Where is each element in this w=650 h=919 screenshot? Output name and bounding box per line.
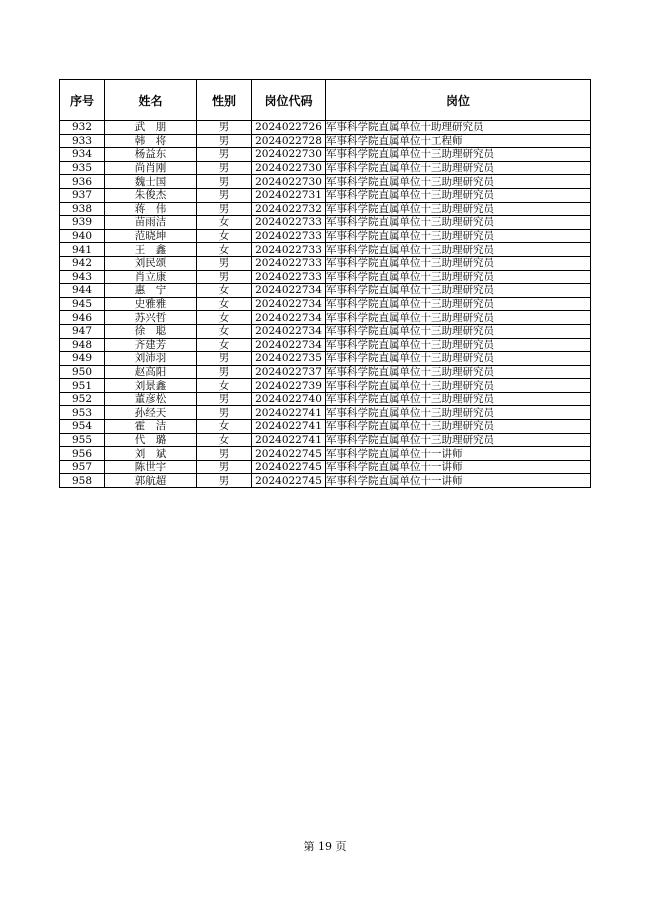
table-row xyxy=(60,243,591,257)
cell-serial: 958 xyxy=(60,474,105,488)
cell-name: 刘沛羽 xyxy=(105,352,197,366)
cell-position: 军事科学院直属单位十三助理研究员 xyxy=(326,270,591,284)
cell-position: 军事科学院直属单位十三助理研究员 xyxy=(326,161,591,175)
cell-position-code: 2024022741 xyxy=(252,406,326,420)
cell-name: 刘民颂 xyxy=(105,256,197,270)
table-row xyxy=(60,297,591,311)
table-row xyxy=(60,175,591,189)
cell-position-code: 2024022741 xyxy=(252,420,326,434)
header-serial: 序号 xyxy=(60,80,105,121)
cell-serial: 942 xyxy=(60,256,105,270)
cell-name: 苏兴哲 xyxy=(105,311,197,325)
cell-gender: 男 xyxy=(197,460,252,474)
cell-position-code: 2024022730 xyxy=(252,175,326,189)
cell-gender: 男 xyxy=(197,352,252,366)
cell-gender: 男 xyxy=(197,447,252,461)
table-row xyxy=(60,420,591,434)
cell-gender: 男 xyxy=(197,202,252,216)
cell-position: 军事科学院直属单位十三助理研究员 xyxy=(326,284,591,298)
cell-gender: 女 xyxy=(197,311,252,325)
table-row xyxy=(60,270,591,284)
cell-name: 霍 洁 xyxy=(105,420,197,434)
cell-serial: 946 xyxy=(60,311,105,325)
cell-name: 孙经天 xyxy=(105,406,197,420)
cell-position-code: 2024022745 xyxy=(252,460,326,474)
cell-serial: 955 xyxy=(60,433,105,447)
cell-position-code: 2024022734 xyxy=(252,284,326,298)
cell-name: 刘景鑫 xyxy=(105,379,197,393)
cell-name: 杨益东 xyxy=(105,148,197,162)
cell-position: 军事科学院直属单位十一讲师 xyxy=(326,474,591,488)
cell-position-code: 2024022734 xyxy=(252,311,326,325)
header-name: 姓名 xyxy=(105,80,197,121)
table-row xyxy=(60,379,591,393)
cell-position-code: 2024022734 xyxy=(252,324,326,338)
table-row xyxy=(60,202,591,216)
cell-position: 军事科学院直属单位十三助理研究员 xyxy=(326,433,591,447)
cell-position-code: 2024022734 xyxy=(252,338,326,352)
cell-position: 军事科学院直属单位十三助理研究员 xyxy=(326,188,591,202)
header-position: 岗位 xyxy=(326,80,591,121)
cell-serial: 936 xyxy=(60,175,105,189)
cell-position-code: 2024022728 xyxy=(252,134,326,148)
table-body xyxy=(60,121,591,488)
cell-serial: 945 xyxy=(60,297,105,311)
cell-position: 军事科学院直属单位十一讲师 xyxy=(326,447,591,461)
cell-gender: 女 xyxy=(197,420,252,434)
cell-gender: 男 xyxy=(197,365,252,379)
cell-serial: 943 xyxy=(60,270,105,284)
cell-gender: 男 xyxy=(197,121,252,135)
cell-name: 董彦松 xyxy=(105,392,197,406)
cell-position: 军事科学院直属单位十三助理研究员 xyxy=(326,297,591,311)
cell-position: 军事科学院直属单位十工程师 xyxy=(326,134,591,148)
cell-position: 军事科学院直属单位十三助理研究员 xyxy=(326,148,591,162)
cell-name: 肖立康 xyxy=(105,270,197,284)
cell-name: 范晓坤 xyxy=(105,229,197,243)
table-row xyxy=(60,433,591,447)
cell-serial: 938 xyxy=(60,202,105,216)
cell-serial: 932 xyxy=(60,121,105,135)
table-row xyxy=(60,229,591,243)
cell-gender: 女 xyxy=(197,324,252,338)
cell-position: 军事科学院直属单位十三助理研究员 xyxy=(326,216,591,230)
cell-position-code: 2024022732 xyxy=(252,202,326,216)
cell-position-code: 2024022739 xyxy=(252,379,326,393)
table-row xyxy=(60,474,591,488)
cell-serial: 952 xyxy=(60,392,105,406)
cell-name: 蒋 伟 xyxy=(105,202,197,216)
cell-position-code: 2024022733 xyxy=(252,270,326,284)
cell-gender: 男 xyxy=(197,474,252,488)
cell-name: 王 鑫 xyxy=(105,243,197,257)
cell-gender: 男 xyxy=(197,148,252,162)
cell-gender: 女 xyxy=(197,297,252,311)
cell-position-code: 2024022730 xyxy=(252,148,326,162)
cell-position-code: 2024022733 xyxy=(252,216,326,230)
cell-name: 武 朋 xyxy=(105,121,197,135)
cell-position-code: 2024022745 xyxy=(252,474,326,488)
cell-name: 徐 聪 xyxy=(105,324,197,338)
roster-table xyxy=(59,79,591,488)
cell-name: 陈世宇 xyxy=(105,460,197,474)
cell-gender: 女 xyxy=(197,243,252,257)
cell-name: 代 璐 xyxy=(105,433,197,447)
cell-position: 军事科学院直属单位十三助理研究员 xyxy=(326,256,591,270)
table-row xyxy=(60,161,591,175)
cell-position-code: 2024022740 xyxy=(252,392,326,406)
cell-serial: 953 xyxy=(60,406,105,420)
cell-name: 苗雨洁 xyxy=(105,216,197,230)
cell-gender: 男 xyxy=(197,392,252,406)
cell-serial: 939 xyxy=(60,216,105,230)
cell-position: 军事科学院直属单位十三助理研究员 xyxy=(326,420,591,434)
table-row xyxy=(60,148,591,162)
cell-position: 军事科学院直属单位十三助理研究员 xyxy=(326,379,591,393)
cell-gender: 男 xyxy=(197,161,252,175)
cell-serial: 940 xyxy=(60,229,105,243)
cell-gender: 女 xyxy=(197,284,252,298)
table-row xyxy=(60,392,591,406)
cell-serial: 956 xyxy=(60,447,105,461)
cell-position-code: 2024022741 xyxy=(252,433,326,447)
cell-gender: 男 xyxy=(197,406,252,420)
cell-position: 军事科学院直属单位十一讲师 xyxy=(326,460,591,474)
cell-name: 赵高阳 xyxy=(105,365,197,379)
cell-name: 朱俊杰 xyxy=(105,188,197,202)
cell-name: 齐建芳 xyxy=(105,338,197,352)
table-row xyxy=(60,216,591,230)
table-header-row xyxy=(60,80,591,121)
cell-serial: 951 xyxy=(60,379,105,393)
cell-position: 军事科学院直属单位十三助理研究员 xyxy=(326,175,591,189)
cell-name: 尚肖刚 xyxy=(105,161,197,175)
table-row xyxy=(60,284,591,298)
cell-serial: 941 xyxy=(60,243,105,257)
table-row xyxy=(60,365,591,379)
table-row xyxy=(60,134,591,148)
table-row xyxy=(60,324,591,338)
cell-gender: 男 xyxy=(197,256,252,270)
cell-gender: 女 xyxy=(197,338,252,352)
cell-gender: 男 xyxy=(197,175,252,189)
cell-position-code: 2024022737 xyxy=(252,365,326,379)
cell-position-code: 2024022734 xyxy=(252,297,326,311)
table-row xyxy=(60,352,591,366)
cell-position: 军事科学院直属单位十三助理研究员 xyxy=(326,406,591,420)
table-row xyxy=(60,338,591,352)
cell-position: 军事科学院直属单位十三助理研究员 xyxy=(326,311,591,325)
cell-serial: 954 xyxy=(60,420,105,434)
cell-position-code: 2024022726 xyxy=(252,121,326,135)
cell-serial: 947 xyxy=(60,324,105,338)
cell-position: 军事科学院直属单位十三助理研究员 xyxy=(326,365,591,379)
cell-position: 军事科学院直属单位十三助理研究员 xyxy=(326,392,591,406)
cell-gender: 女 xyxy=(197,229,252,243)
cell-serial: 950 xyxy=(60,365,105,379)
cell-position: 军事科学院直属单位十三助理研究员 xyxy=(326,352,591,366)
cell-gender: 女 xyxy=(197,216,252,230)
page-number: 第 19 页 xyxy=(303,840,347,853)
cell-serial: 935 xyxy=(60,161,105,175)
cell-gender: 男 xyxy=(197,134,252,148)
cell-position-code: 2024022733 xyxy=(252,229,326,243)
cell-name: 魏士国 xyxy=(105,175,197,189)
cell-serial: 949 xyxy=(60,352,105,366)
cell-name: 史雅雅 xyxy=(105,297,197,311)
cell-name: 刘 斌 xyxy=(105,447,197,461)
cell-gender: 女 xyxy=(197,433,252,447)
cell-serial: 957 xyxy=(60,460,105,474)
cell-position-code: 2024022731 xyxy=(252,188,326,202)
cell-serial: 933 xyxy=(60,134,105,148)
cell-position: 军事科学院直属单位十三助理研究员 xyxy=(326,229,591,243)
table-row xyxy=(60,460,591,474)
cell-name: 惠 宁 xyxy=(105,284,197,298)
cell-position-code: 2024022730 xyxy=(252,161,326,175)
cell-serial: 937 xyxy=(60,188,105,202)
cell-serial: 934 xyxy=(60,148,105,162)
table-row xyxy=(60,121,591,135)
cell-gender: 女 xyxy=(197,379,252,393)
cell-name: 郭航超 xyxy=(105,474,197,488)
table-row xyxy=(60,447,591,461)
header-position-code: 岗位代码 xyxy=(252,80,326,121)
cell-position-code: 2024022733 xyxy=(252,243,326,257)
cell-position: 军事科学院直属单位十助理研究员 xyxy=(326,121,591,135)
cell-gender: 男 xyxy=(197,188,252,202)
cell-position-code: 2024022735 xyxy=(252,352,326,366)
table-row xyxy=(60,406,591,420)
cell-position: 军事科学院直属单位十三助理研究员 xyxy=(326,243,591,257)
cell-gender: 男 xyxy=(197,270,252,284)
header-gender: 性别 xyxy=(197,80,252,121)
cell-position-code: 2024022745 xyxy=(252,447,326,461)
cell-position: 军事科学院直属单位十三助理研究员 xyxy=(326,202,591,216)
cell-position-code: 2024022733 xyxy=(252,256,326,270)
table-row xyxy=(60,256,591,270)
cell-serial: 948 xyxy=(60,338,105,352)
cell-serial: 944 xyxy=(60,284,105,298)
table-row xyxy=(60,311,591,325)
table-row xyxy=(60,188,591,202)
cell-position: 军事科学院直属单位十三助理研究员 xyxy=(326,324,591,338)
cell-name: 韩 将 xyxy=(105,134,197,148)
cell-position: 军事科学院直属单位十三助理研究员 xyxy=(326,338,591,352)
